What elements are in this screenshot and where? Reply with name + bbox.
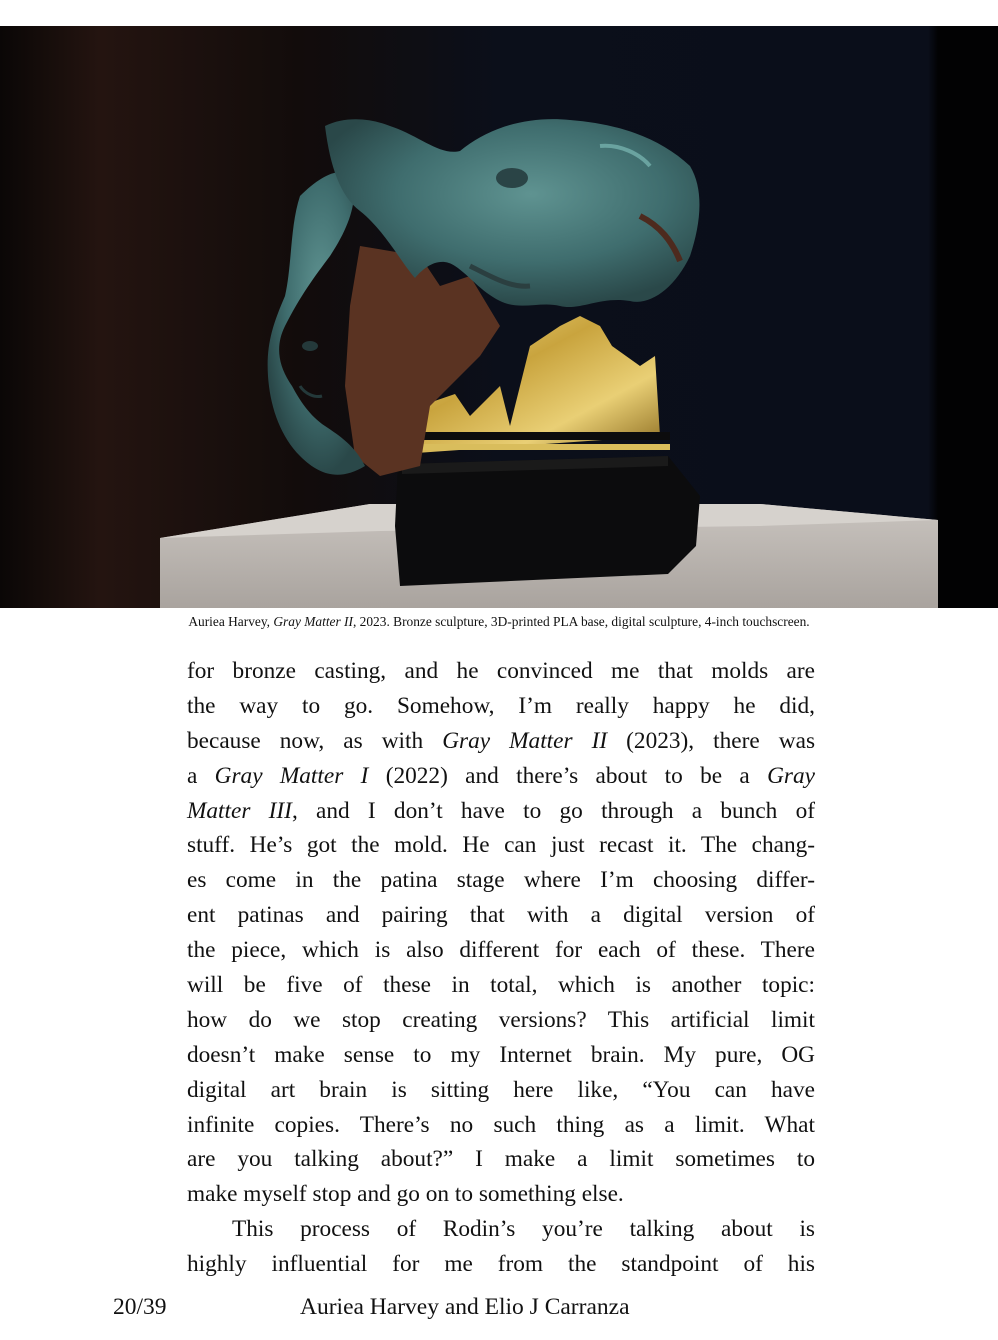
body-line: highly influential for me from the standpoint of his (187, 1251, 815, 1278)
caption-author: Auriea Harvey, (188, 614, 274, 629)
body-line: because now, as with Gray Matter II (2023), there was (187, 727, 816, 754)
body-line: are you talking about?” I make a limit sometimes to (187, 1146, 815, 1173)
body-line: will be five of these in total, which is another topic: (187, 972, 815, 999)
body-line: the piece, which is also different for each of these. There (187, 937, 815, 964)
body-line: This process of Rodin’s you’re talking about is (232, 1216, 815, 1243)
body-line: doesn’t make sense to my Internet brain. My pure, OG (187, 1041, 815, 1068)
body-line: stuff. He’s got the mold. He can just recast it. The chang- (187, 832, 815, 859)
body-line: how do we stop creating versions? This artificial limit (187, 1006, 815, 1033)
figure-caption (0, 614, 998, 630)
body-line: ent patinas and pairing that with a digital version of (187, 902, 815, 929)
work-title: Matter III (187, 797, 292, 824)
body-line: a Gray Matter I (2022) and there’s about to be a Gray (187, 762, 815, 789)
work-title: Gray Matter II (442, 727, 608, 754)
caption-title: Gray Matter II (273, 614, 353, 629)
footer-authors: Auriea Harvey and Elio J Carranza (300, 1294, 630, 1320)
body-text (187, 654, 815, 1282)
page-number: 20/39 (113, 1294, 167, 1320)
caption-details: , 2023. Bronze sculpture, 3D-printed PLA base, digital sculpture, 4-inch touchscreen. (352, 614, 810, 629)
sculpture-illustration (0, 26, 998, 608)
body-line: es come in the patina stage where I’m choosing differ- (187, 867, 815, 894)
sculpture-photo (0, 26, 998, 608)
body-line: digital art brain is sitting here like, “You can have (187, 1076, 815, 1103)
body-line: Matter III, and I don’t have to go through a bunch of (187, 797, 815, 824)
body-line: for bronze casting, and he convinced me that molds are (187, 658, 815, 684)
body-line: infinite copies. There’s no such thing as a limit. What (187, 1111, 815, 1138)
body-line: make myself stop and go on to something else. (187, 1181, 624, 1208)
work-title: Gray Matter I (214, 762, 369, 789)
body-line: the way to go. Somehow, I’m really happy he did, (187, 692, 815, 719)
work-title: Gray (767, 762, 815, 789)
